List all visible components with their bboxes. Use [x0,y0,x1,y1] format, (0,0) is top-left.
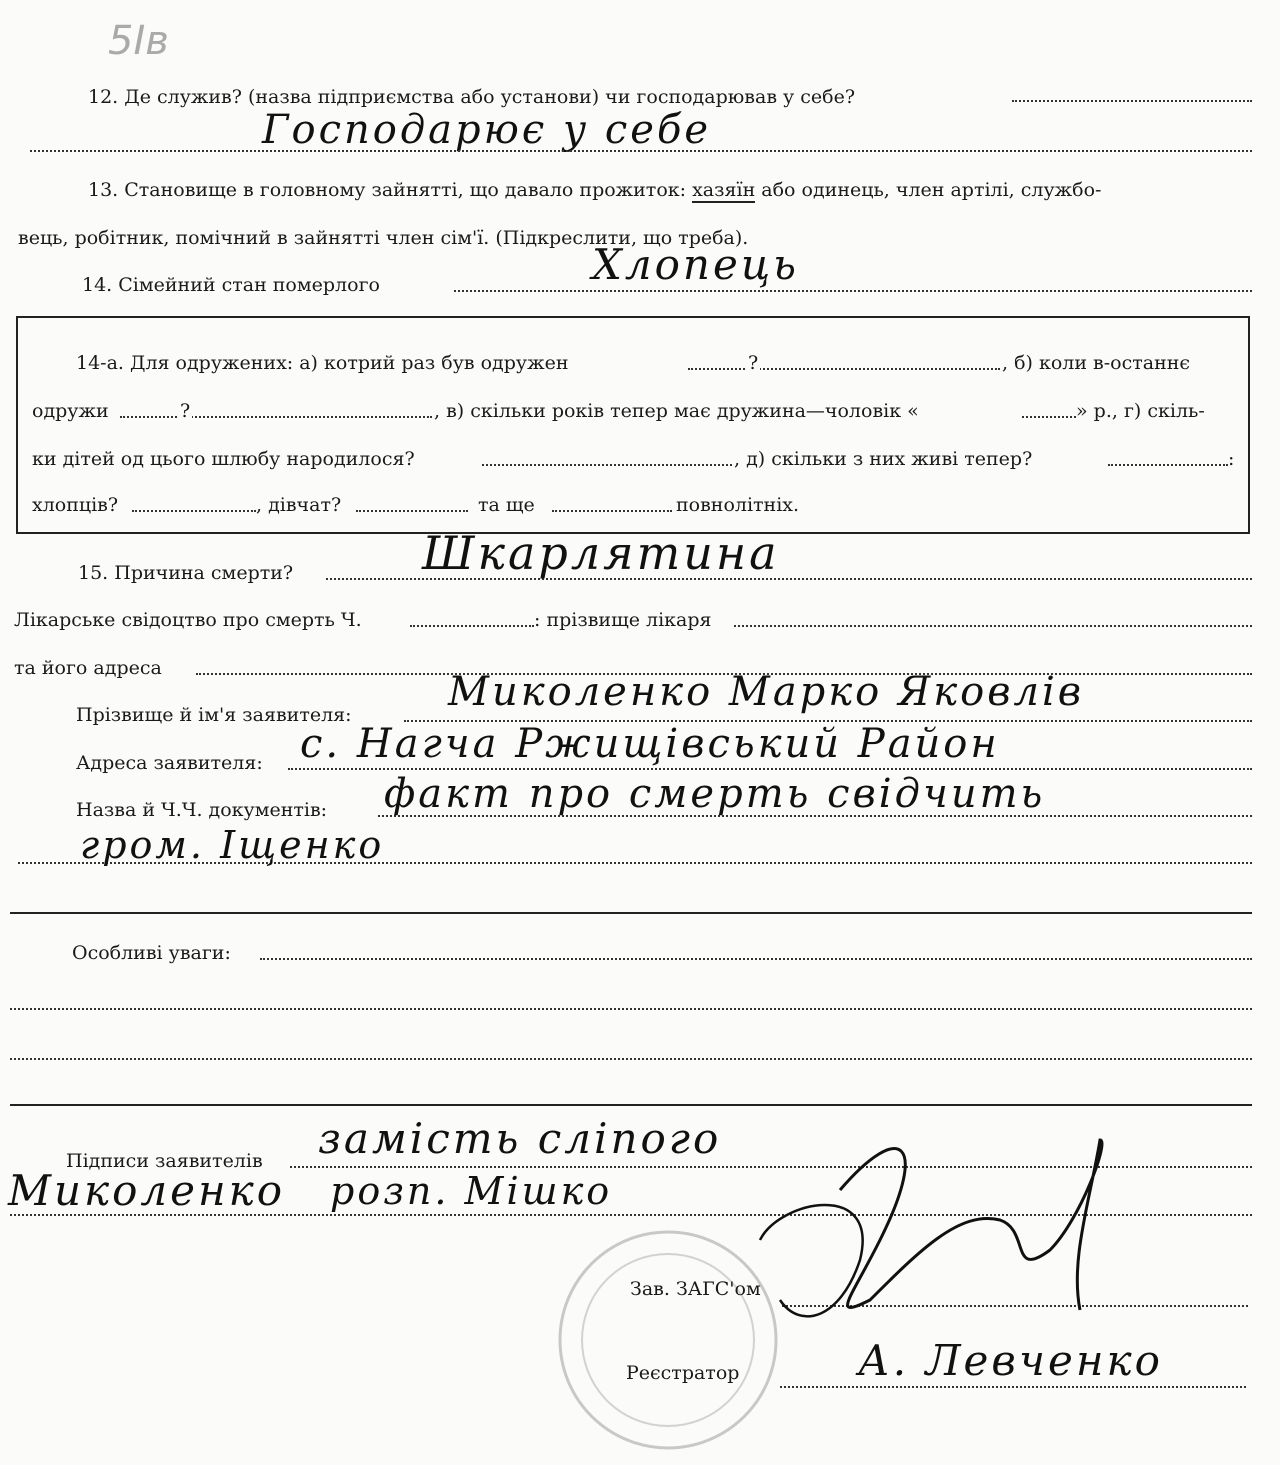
q13-underlined-option: хазяїн [692,179,756,201]
q14a-line2d: » р., г) скіль- [1076,400,1205,422]
q14a-line4a: хлопців? [32,494,119,516]
q12-answer: Господарює у себе [262,107,712,153]
applicant-name-value: Миколенко Марко Яковлів [448,669,1085,715]
q14a-line3b: , д) скільки з них живі тепер? [734,448,1033,470]
registrar-fill [780,1386,1246,1388]
applicant-address-label: Адреса заявителя: [76,752,263,774]
q13-line1-text: 13. Становище в головному зайнятті, що давало прожиток: [88,179,687,201]
q14-label: 14. Сімейний стан померлого [82,274,380,296]
remarks-label: Особливі уваги: [72,942,231,964]
applicant-address-value: с. Нагча Ржищівський Район [300,721,1000,767]
q12-label: 12. Де служив? (назва підприємства або установи) чи господарював у себе? [88,86,856,108]
q14a-line3c: : [1228,448,1235,470]
registrar-label: Реєстратор [626,1362,740,1384]
q14a-line4c: та ще [478,494,535,516]
doctor-address-label: та його адреса [14,657,162,679]
q13-line1-rest: або одинець, член артілі, службо- [761,179,1102,201]
documents-value-1: факт про смерть свідчить [384,771,1046,817]
q14a-line1c: , б) коли в-останнє [1002,352,1191,374]
q14a-line2a: одружи [32,400,109,422]
signatures-handwritten-name: Миколенко [8,1166,286,1215]
q14-answer: Хлопець [592,240,800,289]
q14a-line4d: повнолітніх. [676,494,800,516]
registrar-signature: А. Левченко [858,1336,1163,1385]
signatures-handwritten-line2: розп. Мішко [330,1169,613,1213]
signatures-label: Підписи заявителів [66,1150,263,1172]
q14a-line4b: , дівчат? [256,494,342,516]
q14a-line1a: 14-а. Для одружених: а) котрий раз був одружен [76,352,569,374]
zags-head-label: Зав. ЗАГС'ом [630,1278,761,1300]
documents-value-2: гром. Іщенко [80,823,385,867]
q14a-line3a: ки дітей од цього шлюбу народилося? [32,448,415,470]
doctor-surname-label: : прізвище лікаря [534,609,712,631]
q14a-line1b: ? [748,352,759,374]
corner-pencil-note: 5Ів [108,18,169,64]
applicant-name-label: Прізвище й ім'я заявителя: [76,704,352,726]
q14a-line2c: , в) скільки років тепер має дружина—чоловік « [434,400,919,422]
zags-head-signature-stroke-2 [760,1205,863,1316]
signatures-handwritten-line1: замість сліпого [318,1114,722,1163]
medical-cert-label: Лікарське свідоцтво про смерть Ч. [14,609,362,631]
zags-head-signature [840,1140,1102,1310]
q15-answer: Шкарлятина [422,526,780,580]
documents-label: Назва й Ч.Ч. документів: [76,799,328,821]
q14a-line2b: ? [180,400,191,422]
q13-line2: вець, робітник, помічний в зайнятті член сім'ї. (Підкреслити, що треба). [18,227,749,249]
q15-label: 15. Причина смерти? [78,562,294,584]
